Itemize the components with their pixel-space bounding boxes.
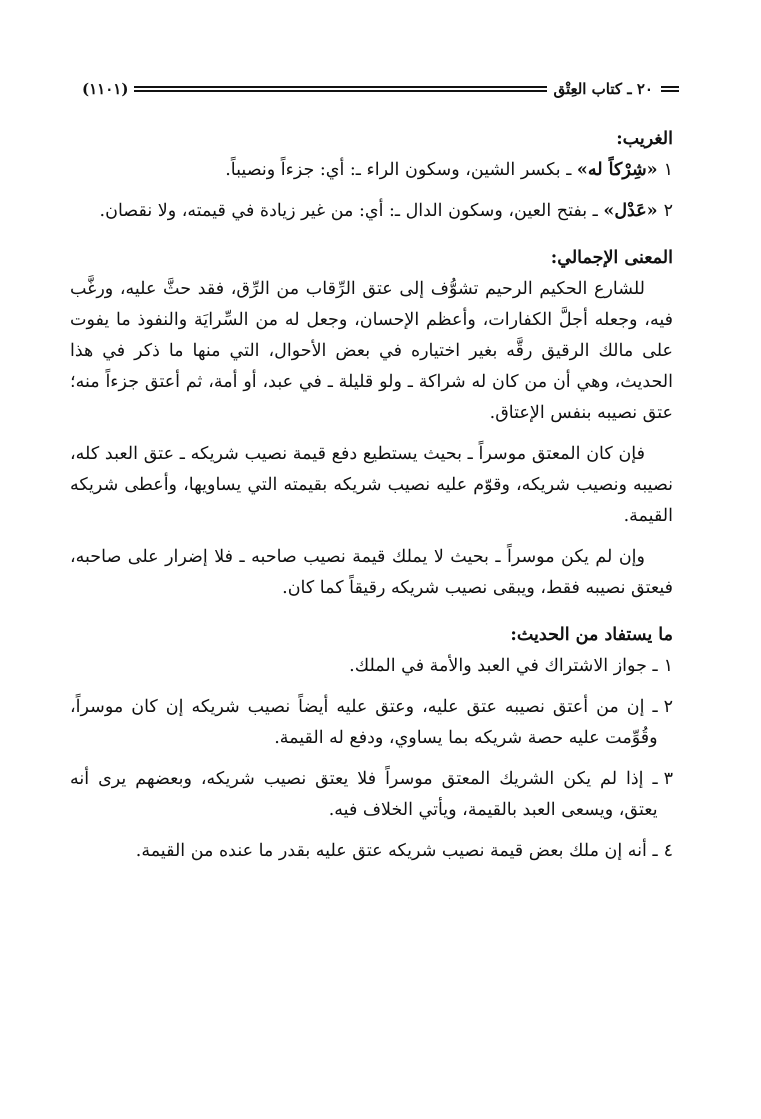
- item-number: ١: [663, 656, 673, 676]
- header-rule-short: [661, 86, 679, 92]
- item-number: ٢: [663, 697, 673, 717]
- benefit-item-2: [70, 692, 673, 754]
- chapter-title: ٢٠ ـ كتاب العِتْق: [553, 80, 653, 98]
- gharib-term: «عَدْل»: [603, 201, 658, 221]
- benefit-item-4: [70, 836, 673, 867]
- gharib-explanation: ـ بفتح العين، وسكون الدال ـ: أي: من غير زيادة في قيمته، ولا نقصان.: [99, 201, 598, 221]
- gharib-explanation: ـ بكسر الشين، وسكون الراء ـ: أي: جزءاً ونصيباً.: [225, 160, 572, 180]
- item-text: ـ جواز الاشتراك في العبد والأمة في الملك.: [349, 656, 658, 676]
- item-text: [70, 155, 658, 186]
- item-text: [70, 196, 658, 227]
- item-number: ٤: [663, 841, 673, 861]
- gharib-heading: الغريب:: [616, 129, 673, 149]
- summary-paragraph-2: فإن كان المعتق موسراً ـ بحيث يستطيع دفع قيمة نصيب شريكه ـ عتق العبد كله، نصيبه ونصيب شريكه، وقوّم عليه نصيب شريكه بقيمته التي يساويها، وأعطى شريكه القيمة.: [70, 444, 673, 526]
- summary-heading: المعنى الإجمالي:: [550, 248, 673, 268]
- gharib-item-1: [70, 155, 673, 186]
- item-text: ـ إذا لم يكن الشريك المعتق موسراً فلا يعتق نصيب شريكه، وبعضهم يرى أنه يعتق، ويسعى العبد بالقيمة، ويأتي الخلاف فيه.: [70, 769, 658, 820]
- benefit-item-1: [70, 651, 673, 682]
- item-number: ٣: [663, 769, 673, 789]
- header-rule-long: [134, 86, 547, 92]
- item-number: ٢: [663, 201, 673, 221]
- page-body: [70, 124, 673, 867]
- benefits-heading: ما يستفاد من الحديث:: [510, 625, 673, 645]
- summary-paragraph-1: للشارع الحكيم الرحيم تشوُّف إلى عتق الرِّقاب من الرِّق، فقد حثَّ عليه، ورغَّب فيه، وجعله أجلَّ الكفارات، وأعظم الإحسان، وجعل له من السِّرايَة والنفوذ ما يفوت على مالك الرقيق رقَّه بغير اختياره في بعض الأحوال، التي منها ما ذكر في هذا الحديث، وهي أن من كان له شراكة ـ ولو قليلة ـ في عبد، أو أمة، ثم أعتق جزءاً منه؛ عتق نصيبه بنفس الإعتاق.: [70, 279, 673, 423]
- summary-paragraph-3: وإن لم يكن موسراً ـ بحيث لا يملك قيمة نصيب صاحبه ـ فلا إضرار على صاحبه، فيعتق نصيبه فقط، ويبقى نصيب شريكه رقيقاً كما كان.: [70, 547, 673, 598]
- benefit-item-3: [70, 764, 673, 826]
- running-header: [82, 78, 679, 100]
- gharib-term: «شِرْكاً له»: [576, 160, 658, 180]
- item-text: ـ إن من أعتق نصيبه عتق عليه، وعتق عليه أيضاً نصيب شريكه إن كان موسراً، وقُوِّمت عليه حصة شريكه بما يساوي، ودفع له القيمة.: [70, 697, 658, 748]
- gharib-item-2: [70, 196, 673, 227]
- item-number: ١: [663, 160, 673, 180]
- item-text: ـ أنه إن ملك بعض قيمة نصيب شريكه عتق عليه بقدر ما عنده من القيمة.: [135, 841, 658, 861]
- page-number: (١١٠١): [82, 80, 129, 98]
